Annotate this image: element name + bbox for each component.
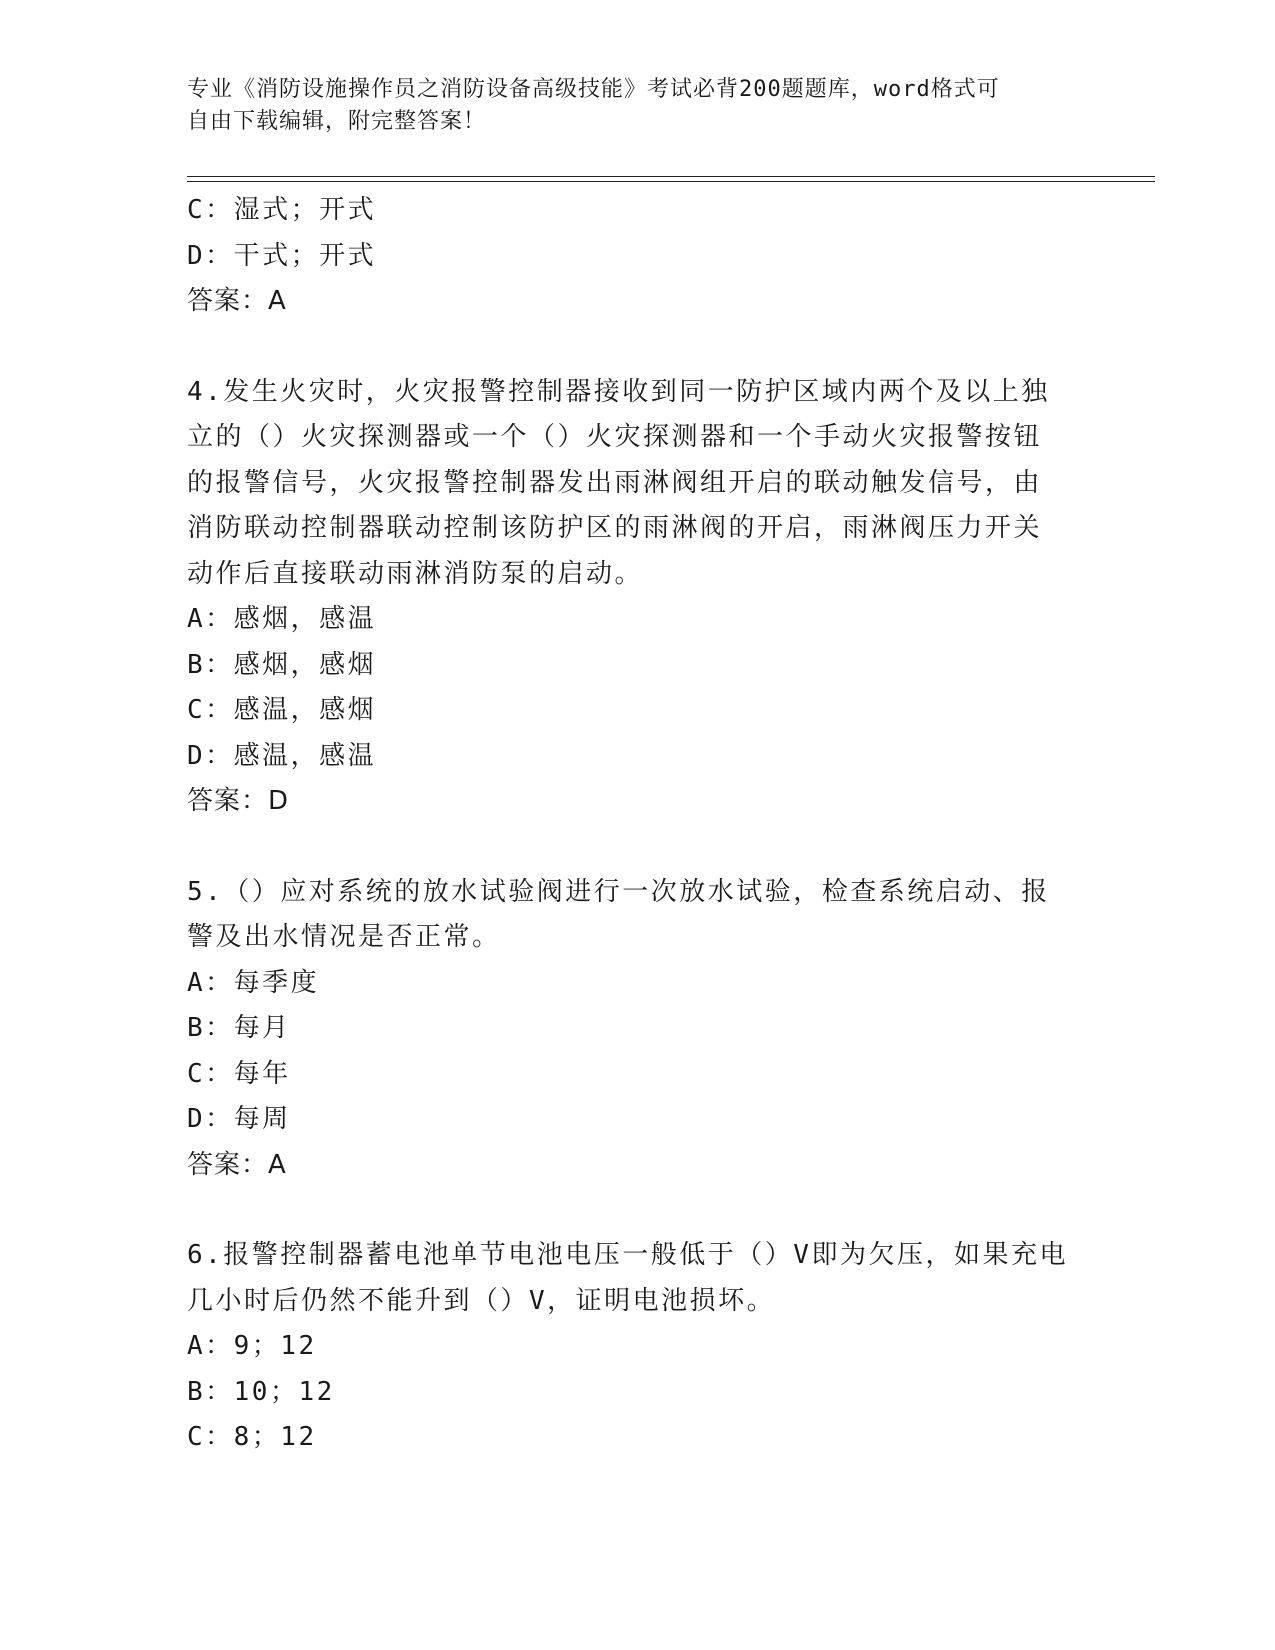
question-4 xyxy=(187,370,1087,825)
spacer xyxy=(187,325,1087,370)
question-5 xyxy=(187,870,1087,1189)
spacer xyxy=(187,825,1087,870)
question-4-option-b: B：感烟，感烟 xyxy=(187,649,377,680)
question-6-option-b: B：10；12 xyxy=(187,1376,335,1407)
question-5-text-line: 5.（）应对系统的放水试验阀进行一次放水试验，检查系统启动、报 xyxy=(187,876,1050,907)
header-divider-top xyxy=(187,176,1155,177)
question-6-text-line: 6.报警控制器蓄电池单节电池电压一般低于（）V即为欠压，如果充电 xyxy=(187,1240,1068,1270)
question-4-option-a: A：感烟，感温 xyxy=(187,604,377,634)
spacer xyxy=(187,1188,1087,1233)
question-3-answer: 答案：A xyxy=(187,286,287,316)
question-6-text-line: 几小时后仍然不能升到（）V，证明电池损坏。 xyxy=(187,1285,776,1316)
question-4-text-line: 立的（）火灾探测器或一个（）火灾探测器和一个手动火灾报警按钮 xyxy=(187,422,1043,452)
question-3-tail xyxy=(187,188,1087,325)
question-5-answer: 答案：A xyxy=(187,1149,287,1180)
question-4-text-line: 动作后直接联动雨淋消防泵的启动。 xyxy=(187,558,644,589)
document-header xyxy=(187,74,1087,138)
question-3-option-d: D：干式；开式 xyxy=(187,240,377,271)
question-5-text-line: 警及出水情况是否正常。 xyxy=(187,922,501,952)
header-line-2: 自由下载编辑，附完整答案！ xyxy=(187,109,487,134)
question-content xyxy=(187,188,1087,1461)
question-4-answer: 答案：D xyxy=(187,786,290,816)
question-5-option-b: B：每月 xyxy=(187,1013,291,1043)
question-5-option-a: A：每季度 xyxy=(187,967,320,998)
question-4-option-c: C：感温，感烟 xyxy=(187,695,377,725)
question-6 xyxy=(187,1233,1087,1461)
question-5-option-c: C：每年 xyxy=(187,1058,291,1089)
question-4-text-line: 4.发生火灾时，火灾报警控制器接收到同一防护区域内两个及以上独 xyxy=(187,376,1050,407)
header-divider-bottom xyxy=(187,181,1155,182)
question-4-text-line: 的报警信号，火灾报警控制器发出雨淋阀组开启的联动触发信号，由 xyxy=(187,467,1043,498)
question-4-option-d: D：感温，感温 xyxy=(187,740,377,771)
question-6-option-c: C：8；12 xyxy=(187,1422,317,1452)
question-4-text-line: 消防联动控制器联动控制该防护区的雨淋阀的开启，雨淋阀压力开关 xyxy=(187,513,1043,543)
question-5-option-d: D：每周 xyxy=(187,1104,291,1134)
question-3-option-c: C：湿式；开式 xyxy=(187,195,377,225)
question-6-option-a: A：9；12 xyxy=(187,1331,317,1361)
header-line-1: 专业《消防设施操作员之消防设备高级技能》考试必背200题题库，word格式可 xyxy=(187,77,1000,102)
